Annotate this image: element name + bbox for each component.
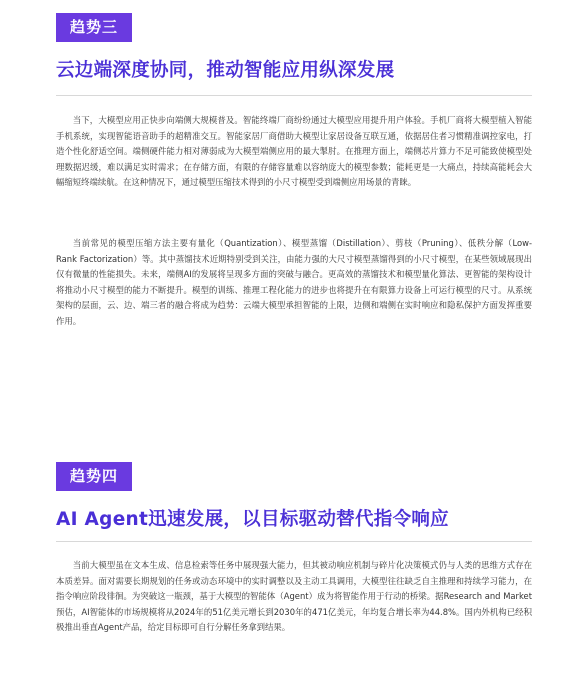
trend-3-title: 云边端深度协同，推动智能应用纵深发展: [56, 60, 395, 81]
trend-3-badge: 趋势三: [56, 13, 132, 42]
trend-4-divider: [56, 541, 532, 542]
trend-4-badge: 趋势四: [56, 462, 132, 491]
trend-3-divider: [56, 95, 532, 96]
trend-4-paragraph-1: 当前大模型虽在文本生成、信息检索等任务中展现强大能力，但其被动响应机制与碎片化决策模式仍与人类的思维方式存在本质差异。面对需要长期规划的任务或动态环境中的实时调整以及主动工具调用，大模型往往缺乏自主推理和持续学习能力，在指令响应阶段徘徊。为突破这一瓶颈，基于大模型的智能体（Agent）成为将智能作用于行动的桥梁。据Research and Market预估，AI智能体的市场规模将从2024年的51亿美元增长到2030年的471亿美元，年均复合增长率为44.8%。国内外机构已经积极推出垂直Agent产品，给定目标即可自行分解任务拿到结果。: [56, 560, 532, 633]
trend-3-paragraph-1: 当下，大模型应用正快步向端侧大规模普及。智能终端厂商纷纷通过大模型应用提升用户体验。手机厂商将大模型植入智能手机系统，实现智能语音助手的超精准交互。智能家居厂商借助大模型让家居设备互联互通，依据居住者习惯精准调控家电，打造个性化舒适空间。端侧硬件能力相对薄弱成为大模型端侧应用的最大掣肘。在推理方面上，端侧芯片算力不足可能致使模型处理数据迟缓，难以满足实时需求；在存储方面，有限的存储容量难以容纳庞大的模型参数；能耗更是一大痛点，持续高能耗会大幅缩短终端续航。在这种情况下，通过模型压缩技术得到的小尺寸模型受到端侧应用场景的青睐。: [56, 115, 532, 188]
trend-4-title: AI Agent迅速发展，以目标驱动替代指令响应: [56, 509, 449, 530]
trend-3-paragraph-2: 当前常见的模型压缩方法主要有量化（Quantization）、模型蒸馏（Distillation）、剪枝（Pruning）、低秩分解（Low-Rank Factorization）等。其中蒸馏技术近期特别受到关注，由能力强的大尺寸模型蒸馏得到的小尺寸模型，在某些领域展现出仅有微量的性能损失。未来，端侧AI的发展将呈现多方面的突破与融合。更高效的蒸馏技术和模型量化算法、更智能的架构设计将推动小尺寸模型的能力不断提升。模型的训练、推理工程化能力的进步也将提升在有限算力设备上可运行模型的尺寸。从系统架构的层面，云、边、端三者的融合将成为趋势：云端大模型承担智能的上限，边侧和端侧在实时响应和隐私保护方面发挥重要作用。: [56, 238, 532, 326]
